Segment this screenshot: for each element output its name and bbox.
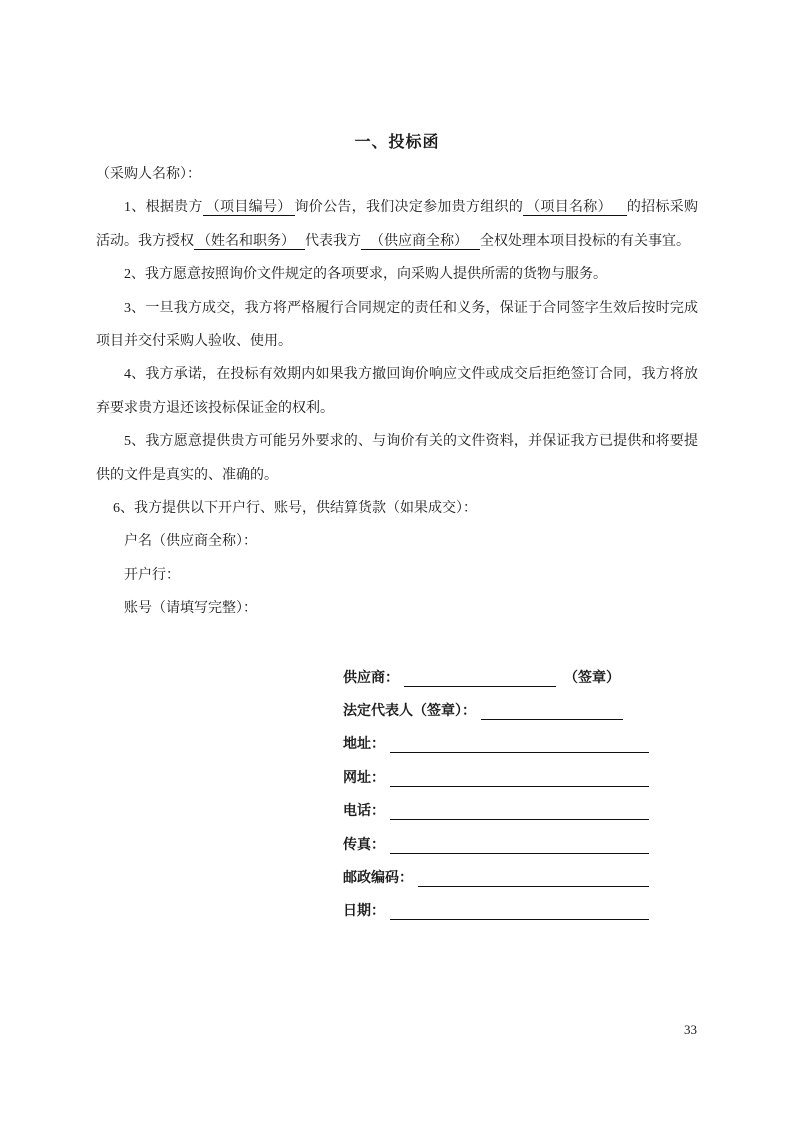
paragraph-1-text: 询价公告，我们决定参加贵方组织的 (294, 200, 524, 216)
address-fill-line (390, 728, 649, 753)
paragraph-1 (96, 191, 698, 258)
signature-row-phone (343, 795, 649, 828)
blank-name-and-title: （姓名和职务） (194, 234, 305, 250)
seal-suffix: （签章） (564, 670, 620, 686)
paragraph-6-heading: 6、我方提供以下开户行、账号，供结算货款（如果成交）： (113, 501, 477, 517)
blank-project-name: （项目名称） (523, 200, 627, 216)
signature-row-fax (343, 829, 649, 862)
phone-label: 电话： (343, 804, 385, 820)
paragraph-4: 4、我方承诺，在投标有效期内如果我方撤回询价响应文件或成交后拒绝签订合同，我方将放弃要求贵方退还该投标保证金的权利。 (96, 367, 698, 416)
signature-block (343, 662, 649, 929)
postal-code-label: 邮政编码： (343, 871, 413, 887)
supplier-label: 供应商： (343, 670, 399, 686)
bank-account-number-line: 账号（请填写完整）： (124, 601, 257, 617)
paragraph-1-text: 代表我方 (305, 233, 361, 249)
bank-branch-line: 开户行： (124, 567, 180, 583)
fax-fill-line (390, 829, 649, 854)
fax-label: 传真： (343, 837, 385, 853)
website-fill-line (390, 762, 649, 787)
website-label: 网址： (343, 770, 385, 786)
blank-project-number: （项目编号） (203, 200, 295, 216)
signature-row-website (343, 762, 649, 795)
legal-representative-signature-line (481, 695, 623, 720)
page-number: 33 (684, 1022, 697, 1037)
paragraph-2: 2、我方愿意按照询价文件规定的各项要求，向采购人提供所需的货物与服务。 (124, 267, 607, 283)
supplier-signature-line (404, 662, 556, 687)
salutation-line: （采购人名称）： (96, 167, 201, 182)
paragraph-1-text: 的招标采购活动。我方授权 (96, 200, 699, 249)
signature-row-date (343, 895, 649, 928)
paragraph-3: 3、一旦我方成交，我方将严格履行合同规定的责任和义务，保证于合同签字生效后按时完成项目并交付采购人验收、使用。 (96, 300, 698, 350)
date-label: 日期： (343, 904, 385, 920)
postal-code-fill-line (418, 862, 649, 887)
signature-row-postal-code (343, 862, 649, 895)
signature-row-address (343, 728, 649, 761)
signature-row-legal-representative (343, 695, 649, 728)
phone-fill-line (390, 795, 649, 820)
paragraph-5: 5、我方愿意提供贵方可能另外要求的、与询价有关的文件资料，并保证我方已提供和将要提供的文件是真实的、准确的。 (96, 434, 698, 483)
address-label: 地址： (343, 737, 385, 753)
blank-supplier-full-name: （供应商全称） (361, 234, 480, 250)
page-title: 一、投标函 (354, 134, 440, 151)
paragraph-1-text: 全权处理本项目投标的有关事宜。 (480, 233, 690, 249)
legal-representative-label: 法定代表人（签章）： (343, 704, 476, 720)
bank-account-name-line: 户名（供应商全称）： (124, 534, 257, 550)
paragraph-1-text: 1、根据贵方 (124, 200, 203, 216)
date-fill-line (390, 895, 649, 920)
document-body (96, 158, 698, 929)
signature-row-supplier (343, 662, 649, 695)
